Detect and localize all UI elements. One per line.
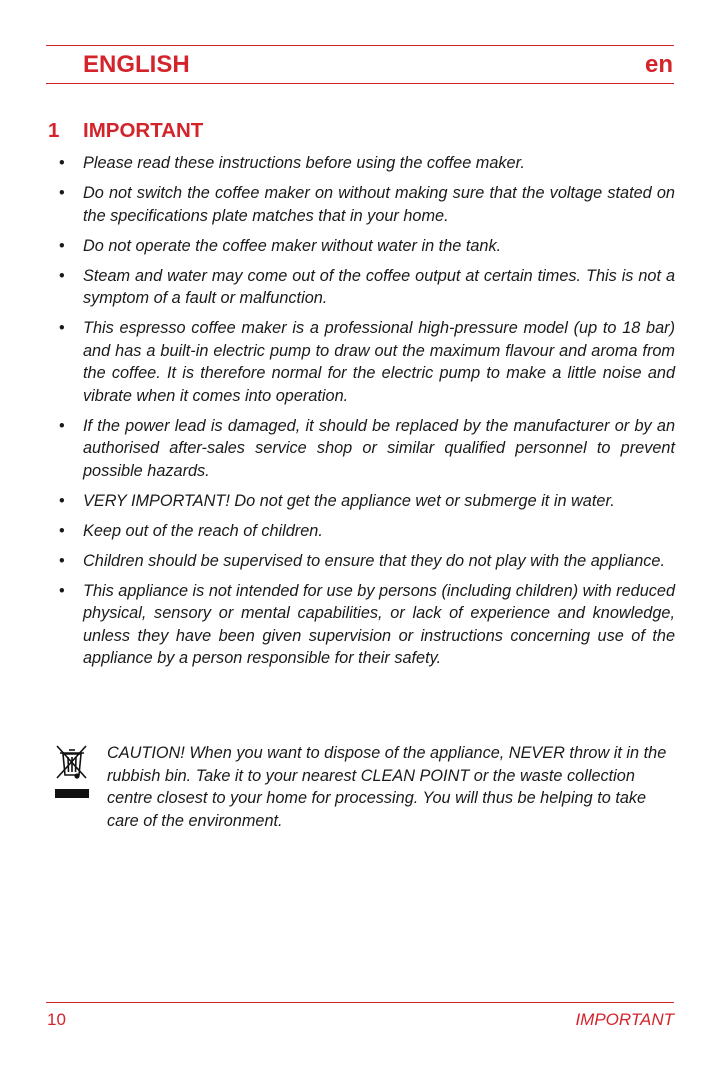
list-item: • If the power lead is damaged, it should be replaced by the manufacturer or by an authorised after-sales service shop or similar qualified personnel to prevent possible hazards. xyxy=(59,416,675,480)
bullet-icon: • xyxy=(59,154,65,172)
bullet-icon: • xyxy=(59,581,65,600)
bullet-icon: • xyxy=(59,319,65,337)
list-item: • VERY IMPORTANT! Do not get the appliance wet or submerge it in water. xyxy=(55,490,675,513)
bullet-icon: • xyxy=(59,184,65,202)
list-item: • Please read these instructions before using the coffee maker. xyxy=(55,152,675,175)
footer-section-name: IMPORTANT xyxy=(575,1010,674,1029)
instruction-list xyxy=(55,152,675,677)
header-top-rule xyxy=(46,45,674,46)
section-title: IMPORTANT xyxy=(83,119,204,142)
list-item: • Children should be supervised to ensure that they do not play with the appliance. xyxy=(55,550,675,573)
language-code: en xyxy=(644,51,673,78)
bullet-icon: • xyxy=(59,521,65,540)
page-number: 10 xyxy=(47,1010,66,1029)
bullet-icon: • xyxy=(59,416,65,435)
header-bottom-rule xyxy=(46,83,674,84)
list-item: • Keep out of the reach of children. xyxy=(55,520,675,543)
bullet-icon: • xyxy=(59,266,65,285)
footer-rule xyxy=(46,1002,674,1003)
list-item: • Steam and water may come out of the coffee output at certain times. This is not a symptom of a fault or malfunction. xyxy=(59,266,675,307)
bullet-icon: • xyxy=(59,491,65,510)
bullet-icon: • xyxy=(59,236,65,255)
crossed-out-bin-icon xyxy=(54,742,90,800)
section-number: 1 xyxy=(48,119,60,142)
language-label: ENGLISH xyxy=(83,51,190,78)
list-item: • This appliance is not intended for use by persons (including children) with reduced physical, sensory or mental capabilities, or lack of experience and knowledge, unless they have been given supervision or instructions concerning use of the appliance by a person responsible for their safety. xyxy=(59,581,675,667)
list-item: • Do not switch the coffee maker on without making sure that the voltage stated on the specifications plate matches that in your home. xyxy=(59,184,675,225)
bullet-icon: • xyxy=(59,551,65,570)
list-item: • This espresso coffee maker is a professional high-pressure model (up to 18 bar) and has a built-in electric pump to draw out the maximum flavour and aroma from the coffee. It is therefore normal for the electric pump to make a little noise and vibrate when it comes into operation. xyxy=(59,319,675,405)
section-heading xyxy=(48,119,203,143)
list-item: • Do not operate the coffee maker without water in the tank. xyxy=(55,235,675,258)
caution-text: CAUTION! When you want to dispose of the appliance, NEVER throw it in the rubbish bin. Take it to your nearest CLEAN POINT or the waste collection centre closest to your home for processing. You will thus be helping to take care of the environment. xyxy=(107,744,667,830)
